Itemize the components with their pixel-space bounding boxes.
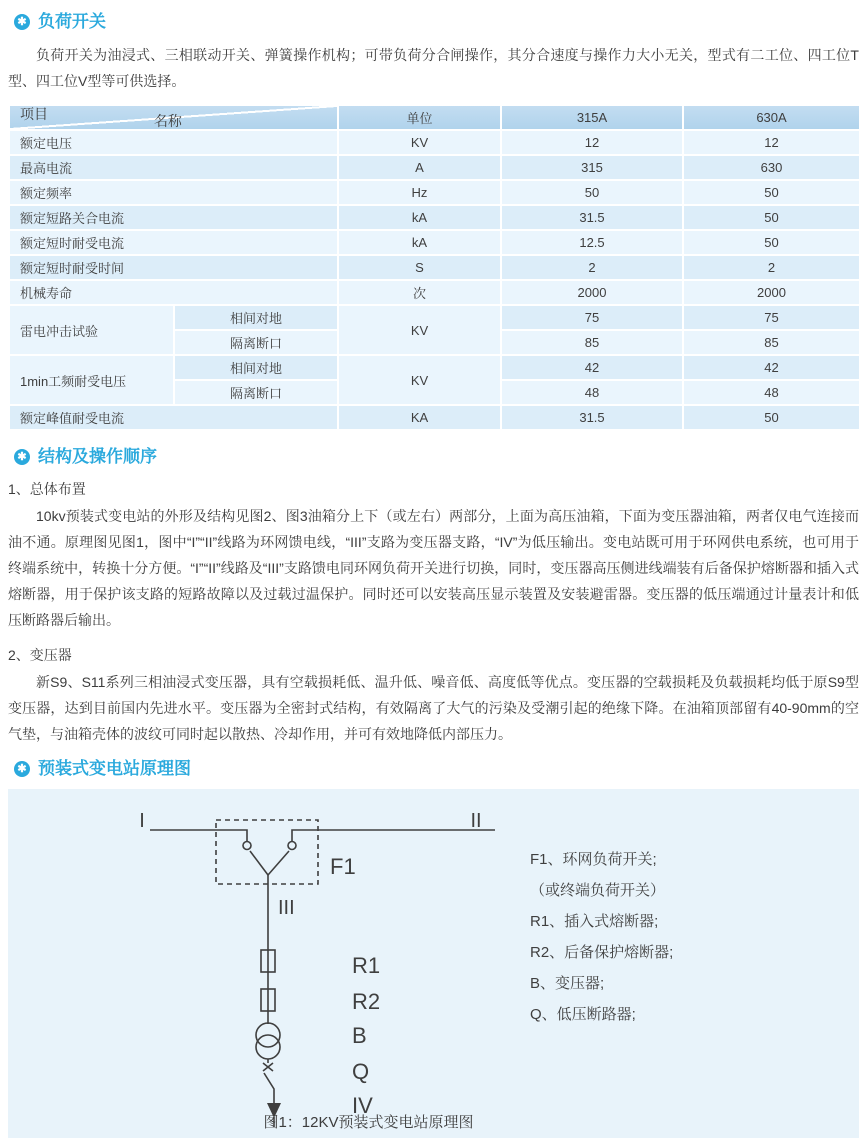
label-line-3: III bbox=[278, 897, 295, 919]
row-unit: Hz bbox=[338, 180, 501, 205]
diagram-legend bbox=[530, 851, 673, 1037]
label-b: B bbox=[352, 1023, 367, 1048]
row-630: 2000 bbox=[683, 280, 860, 305]
section-title: 结构及操作顺序 bbox=[38, 447, 157, 466]
table-row bbox=[9, 155, 860, 180]
row-315: 75 bbox=[501, 305, 683, 330]
breaker-contact-x bbox=[263, 1063, 273, 1071]
header-name-label: 名称 bbox=[153, 113, 182, 129]
intro-paragraph: 负荷开关为油浸式、三相联动开关、弹簧操作机构；可带负荷分合闸操作，其分合速度与操作力大小无关，型式有二工位、四工位T型、四工位V型等可供选择。 bbox=[8, 47, 859, 89]
figure-caption: 图1：12KV预装式变电站原理图 bbox=[263, 1114, 474, 1131]
row-subitem: 隔离断口 bbox=[174, 330, 338, 355]
row-630: 48 bbox=[683, 380, 860, 405]
legend-item: Q、低压断路器; bbox=[530, 1006, 636, 1023]
table-header-row bbox=[9, 105, 860, 130]
table-row bbox=[9, 305, 860, 330]
section-title: 预装式变电站原理图 bbox=[38, 759, 191, 778]
row-item: 额定短路关合电流 bbox=[9, 205, 338, 230]
row-item: 额定电压 bbox=[9, 130, 338, 155]
row-315: 50 bbox=[501, 180, 683, 205]
switch-blade-right bbox=[268, 851, 289, 875]
row-item: 额定峰值耐受电流 bbox=[9, 405, 338, 430]
row-630: 42 bbox=[683, 355, 860, 380]
section-heading-structure bbox=[14, 445, 853, 469]
label-r2: R2 bbox=[352, 989, 381, 1014]
table-row bbox=[9, 280, 860, 305]
header-diagonal-cell bbox=[9, 105, 338, 130]
row-630: 85 bbox=[683, 330, 860, 355]
row-315: 12 bbox=[501, 130, 683, 155]
transformer-paragraph: 新S9、S11系列三相油浸式变压器，具有空载损耗低、温升低、噪音低、高度低等优点。变压器的空载损耗及负载损耗均低于原S9型变压器，达到目前国内先进水平。变压器为全密封式结构，有效隔离了大气的污染及受潮引起的绝缘下降。在油箱顶部留有40-90mm的空气垫，与油箱壳体的波纹可同时起以散热、冷却作用，并可有效地降低内部压力。 bbox=[8, 674, 859, 742]
header-unit: 单位 bbox=[338, 105, 501, 130]
row-subitem: 相间对地 bbox=[174, 355, 338, 380]
row-315: 42 bbox=[501, 355, 683, 380]
section-heading-load-switch bbox=[14, 10, 853, 34]
legend-item: B、变压器; bbox=[530, 975, 605, 992]
spec-table bbox=[8, 104, 861, 431]
row-unit: kA bbox=[338, 230, 501, 255]
label-f1: F1 bbox=[330, 854, 356, 879]
section-title: 负荷开关 bbox=[38, 12, 106, 31]
table-row bbox=[9, 405, 860, 430]
row-315: 31.5 bbox=[501, 405, 683, 430]
row-315: 12.5 bbox=[501, 230, 683, 255]
row-630: 50 bbox=[683, 405, 860, 430]
row-630: 50 bbox=[683, 180, 860, 205]
table-row bbox=[9, 180, 860, 205]
row-unit: KV bbox=[338, 305, 501, 355]
feeder-line-1 bbox=[150, 830, 247, 841]
row-315: 31.5 bbox=[501, 205, 683, 230]
row-unit: 次 bbox=[338, 280, 501, 305]
row-item: 额定短时耐受时间 bbox=[9, 255, 338, 280]
row-315: 315 bbox=[501, 155, 683, 180]
label-r1: R1 bbox=[352, 953, 381, 978]
table-row bbox=[9, 205, 860, 230]
row-unit: kA bbox=[338, 205, 501, 230]
row-630: 50 bbox=[683, 205, 860, 230]
switch-blade-left bbox=[250, 851, 268, 875]
row-item: 机械寿命 bbox=[9, 280, 338, 305]
header-315a: 315A bbox=[501, 105, 683, 130]
legend-item: R2、后备保护熔断器; bbox=[530, 944, 674, 961]
breaker-blade bbox=[264, 1073, 274, 1103]
subheading-transformer: 2、变压器 bbox=[8, 647, 72, 663]
feeder-line-2 bbox=[292, 830, 495, 841]
row-item-group: 1min工频耐受电压 bbox=[9, 355, 174, 405]
section-marker-icon: ✱ bbox=[14, 761, 30, 777]
schematic-diagram bbox=[8, 789, 859, 1138]
row-315: 85 bbox=[501, 330, 683, 355]
section-marker-icon: ✱ bbox=[14, 449, 30, 465]
label-line-4: IV bbox=[352, 1093, 373, 1118]
label-line-2: II bbox=[470, 810, 482, 832]
legend-item: F1、环网负荷开关; bbox=[530, 851, 657, 868]
row-630: 12 bbox=[683, 130, 860, 155]
row-item: 最高电流 bbox=[9, 155, 338, 180]
row-315: 2 bbox=[501, 255, 683, 280]
label-q: Q bbox=[352, 1059, 370, 1084]
row-630: 630 bbox=[683, 155, 860, 180]
table-row bbox=[9, 230, 860, 255]
header-item-label: 项目 bbox=[20, 106, 48, 122]
row-item: 额定短时耐受电流 bbox=[9, 230, 338, 255]
table-row bbox=[9, 255, 860, 280]
row-subitem: 隔离断口 bbox=[174, 380, 338, 405]
table-row bbox=[9, 130, 860, 155]
header-630a: 630A bbox=[683, 105, 860, 130]
row-630: 75 bbox=[683, 305, 860, 330]
label-line-1: I bbox=[139, 810, 145, 832]
row-unit: A bbox=[338, 155, 501, 180]
row-315: 48 bbox=[501, 380, 683, 405]
row-unit: KV bbox=[338, 355, 501, 405]
row-630: 2 bbox=[683, 255, 860, 280]
section-heading-schematic bbox=[14, 757, 853, 781]
switch-contact-right bbox=[288, 842, 296, 850]
row-subitem: 相间对地 bbox=[174, 305, 338, 330]
row-item: 额定频率 bbox=[9, 180, 338, 205]
row-unit: KV bbox=[338, 130, 501, 155]
row-315: 2000 bbox=[501, 280, 683, 305]
row-unit: S bbox=[338, 255, 501, 280]
table-row bbox=[9, 355, 860, 380]
switch-contact-left bbox=[243, 842, 251, 850]
subheading-overall-layout: 1、总体布置 bbox=[8, 481, 86, 497]
legend-item: （或终端负荷开关） bbox=[530, 882, 666, 899]
row-630: 50 bbox=[683, 230, 860, 255]
section-marker-icon: ✱ bbox=[14, 14, 30, 30]
schematic-panel bbox=[8, 789, 859, 1138]
row-item-group: 雷电冲击试验 bbox=[9, 305, 174, 355]
structure-paragraph: 10kv预装式变电站的外形及结构见图2、图3油箱分上下（或左右）两部分，上面为高压油箱，下面为变压器油箱，两者仅电气连接而油不通。原理图见图1，图中“I”“II”线路为环网馈电线，“III”支路为变压器支路，“IV”为低压输出。变电站既可用于环网供电系统，也可用于终端系统中，转换十分方便。“I”“II”线路及“III”支路馈电同环网负荷开关进行切换，同时，变压器高压侧进线端装有后备保护熔断器和插入式熔断器，用于保护该支路的短路故障以及过载过温保护。同时还可以安装高压显示装置及安装避雷器。变压器的低压端通过计量表计和低压断路器后输出。 bbox=[8, 508, 859, 628]
row-unit: KA bbox=[338, 405, 501, 430]
legend-item: R1、插入式熔断器; bbox=[530, 913, 659, 930]
